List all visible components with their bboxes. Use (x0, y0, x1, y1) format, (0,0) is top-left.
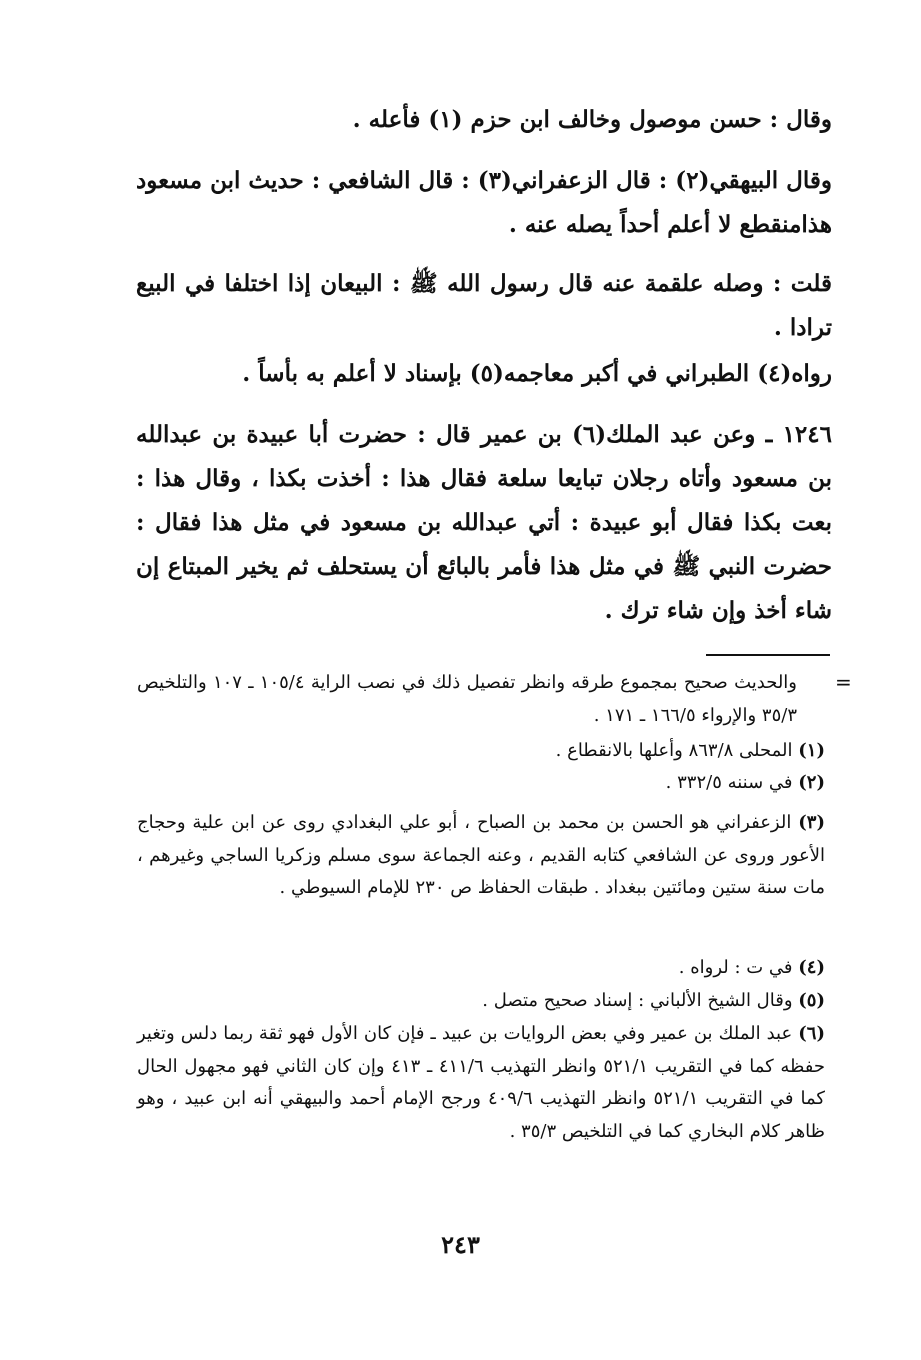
footnote-divider (706, 654, 830, 656)
footnote-1 (137, 735, 825, 768)
paragraph-ibn-hazm: وقال : حسن موصول وخالف ابن حزم (١) فأعله . (352, 106, 832, 133)
paragraph-alqama: قلت : وصله علقمة عنه قال رسول الله ﷺ : البيعان إذا اختلفا في البيع ترادا . (136, 270, 832, 341)
footnote-5 (137, 985, 825, 1018)
footnote-continuation-mark: = (835, 670, 852, 694)
footnote-5-marker: (٥) (798, 990, 825, 1011)
footnote-4-text: في ت : لرواه . (678, 957, 793, 978)
paragraph-bayhaqi: وقال البيهقي(٢) : قال الزعفراني(٣) : قال الشافعي : حديث ابن مسعود هذامنقطع لا أعلم أحداً يصله عنه . (136, 167, 832, 238)
paragraph-tabarani: رواه(٤) الطبراني في أكبر معاجمه(٥) بإسناد لا أعلم به بأساً . (242, 360, 832, 387)
footnote-6 (137, 1018, 825, 1148)
footnote-1-text: المحلى ٨٦٣/٨ وأعلها بالانقطاع . (555, 740, 793, 761)
footnote-1-marker: (١) (798, 740, 825, 761)
footnote-2 (137, 767, 825, 800)
footnote-4 (137, 952, 825, 985)
footnote-5-text: وقال الشيخ الألباني : إسناد صحيح متصل . (482, 990, 793, 1011)
footnote-continuation: والحديث صحيح بمجموع طرقه وانظر تفصيل ذلك في نصب الراية ١٠٥/٤ ـ ١٠٧ والتلخيص ٣٥/٣ والإرواء ١٦٦/٥ ـ ١٧١ . (137, 672, 797, 726)
page-number: ٢٤٣ (441, 1230, 480, 1259)
footnote-3 (137, 807, 825, 905)
hadith-1246: ١٢٤٦ ـ وعن عبد الملك(٦) بن عمير قال : حضرت أبا عبيدة بن عبدالله بن مسعود وأتاه رجلان تبايعا سلعة فقال هذا : أخذت بكذا ، وقال هذا : بعت بكذا فقال أبو عبيدة : أتي عبدالله بن مسعود في مثل هذا فقال : حضرت النبي ﷺ في مثل هذا فأمر بالبائع أن يستحلف ثم يخير المبتاع إن شاء أخذ وإن شاء ترك . (136, 421, 832, 624)
footnote-2-text: في سننه ٣٣٢/٥ . (665, 772, 793, 793)
footnote-2-marker: (٢) (798, 772, 825, 793)
footnote-6-text: عبد الملك بن عمير وفي بعض الروايات بن عبيد ـ فإن كان الأول فهو ثقة ربما دلس وتغير حفظه كما في التقريب ٥٢١/١ وانظر التهذيب ٤١١/٦ ـ ٤١٣ وإن كان الثاني فهو مجهول الحال كما في التقريب ٥٢١/١ وانظر التهذيب ٤٠٩/٦ ورجح الإمام أحمد والبيهقي أنه ابن عبيد ، وهو ظاهر كلام البخاري كما في التلخيص ٣٥/٣ . (137, 1023, 825, 1142)
footnote-3-marker: (٣) (798, 812, 825, 833)
footnote-4-marker: (٤) (798, 957, 825, 978)
footnote-6-marker: (٦) (798, 1023, 825, 1044)
footnote-3-text: الزعفراني هو الحسن بن محمد بن الصباح ، أبو علي البغدادي روى عن ابن علية وحجاج الأعور وروى عن الشافعي كتابه القديم ، وعنه الجماعة سوى مسلم وزكريا الساجي وغيرهم ، مات سنة ستين ومائتين ببغداد . طبقات الحفاظ ص ٢٣٠ للإمام السيوطي . (137, 812, 825, 898)
